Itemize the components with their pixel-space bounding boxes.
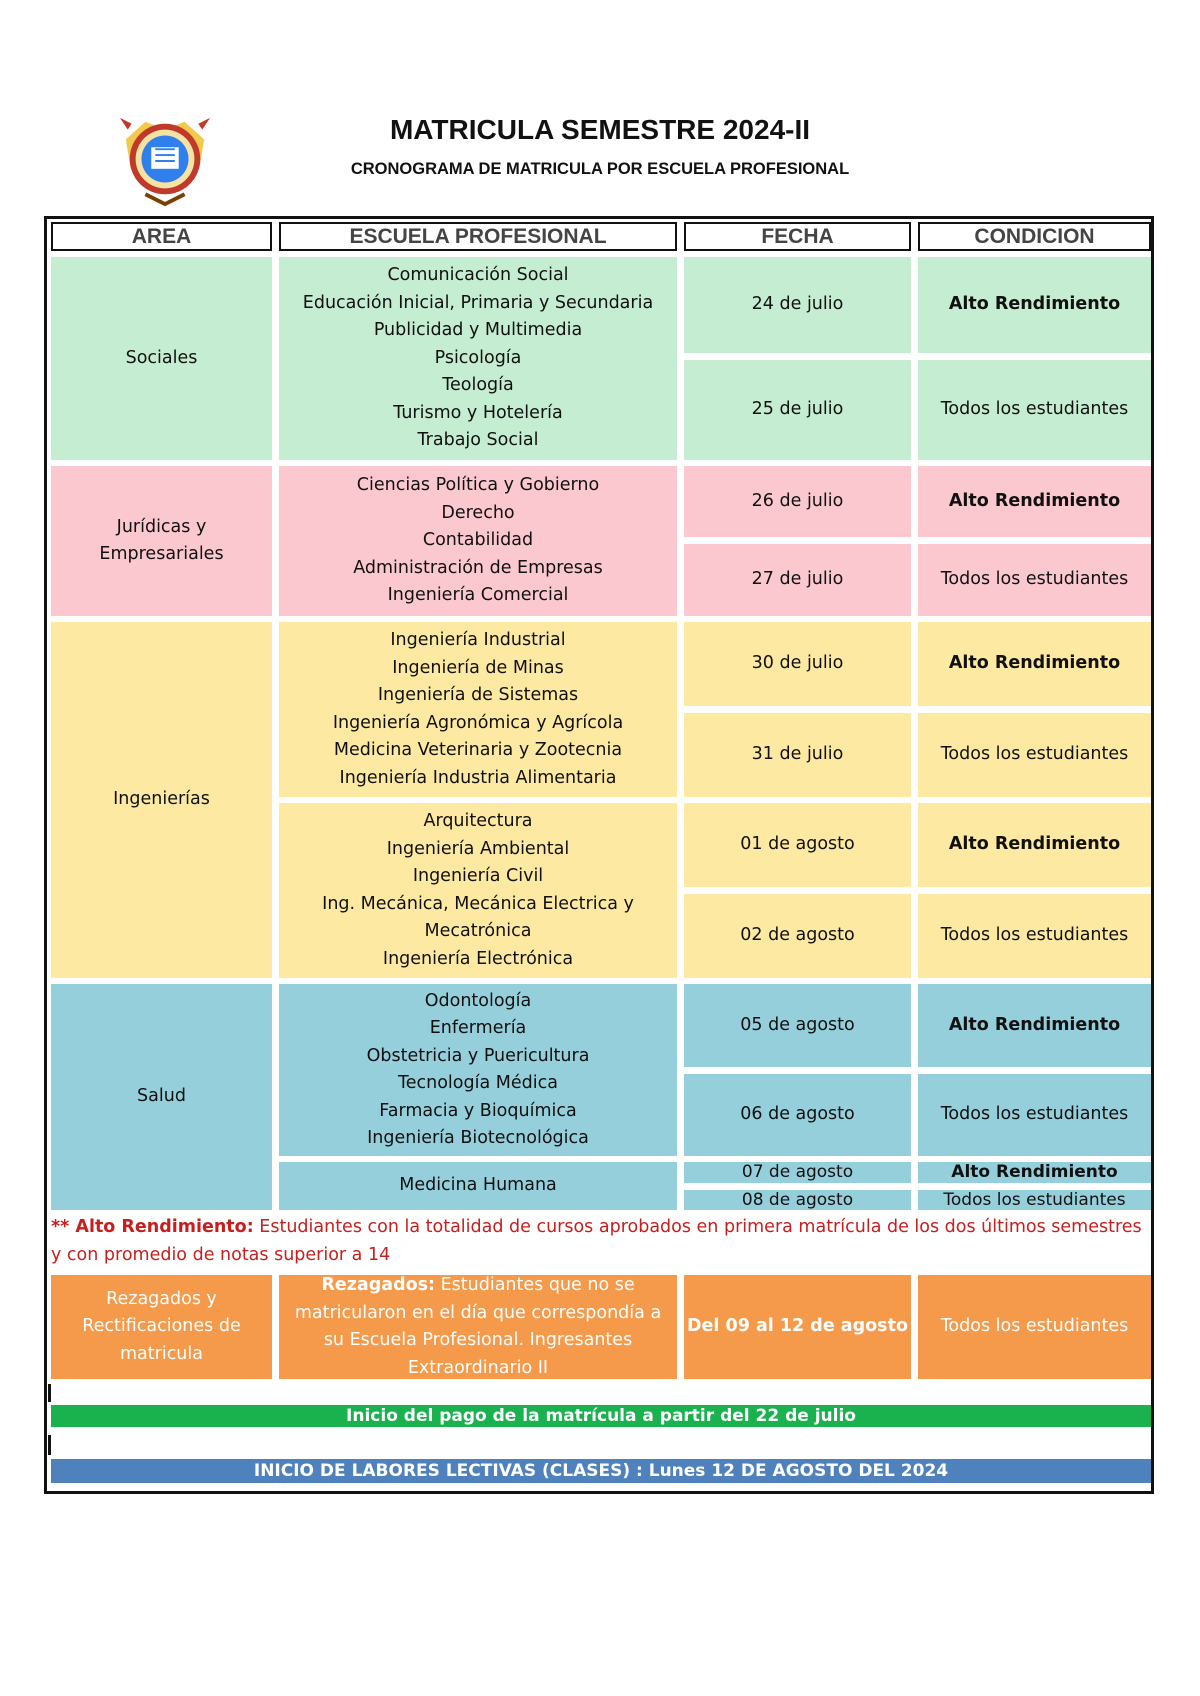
schools-cell-ingenierias-1 — [279, 622, 677, 797]
schools-cell-sociales — [279, 257, 677, 460]
condition-cell: Alto Rendimiento — [918, 257, 1151, 353]
school-name: Ingeniería Industrial — [390, 630, 566, 650]
condition-cell: Alto Rendimiento — [918, 1162, 1151, 1183]
condition-cell: Todos los estudiantes — [918, 713, 1151, 797]
date-cell: 05 de agosto — [684, 984, 911, 1067]
condition-cell: Todos los estudiantes — [918, 360, 1151, 460]
date-cell: 01 de agosto — [684, 803, 911, 887]
date-cell: 27 de julio — [684, 544, 911, 616]
school-name: Educación Inicial, Primaria y Secundaria — [302, 292, 654, 313]
condition-cell: Todos los estudiantes — [918, 1074, 1151, 1156]
payment-notice-bar: Inicio del pago de la matrícula a partir del 22 de julio — [51, 1405, 1151, 1427]
school-name: Ingeniería de Sistemas — [377, 685, 579, 705]
condition-cell: Todos los estudiantes — [918, 1190, 1151, 1210]
rezagados-text: Estudiantes que no se matricularon en el día que correspondía a su Escuela Profesional. Ingresantes Extraordinario II — [294, 1275, 662, 1378]
rezagados-description-cell — [279, 1275, 677, 1379]
column-header-area: AREA — [51, 222, 272, 251]
alto-rendimiento-note — [51, 1213, 1151, 1269]
date-cell: 31 de julio — [684, 713, 911, 797]
rezagados-condition-cell: Todos los estudiantes — [918, 1275, 1151, 1379]
condition-cell: Alto Rendimiento — [918, 622, 1151, 706]
date-cell: 08 de agosto — [684, 1190, 911, 1210]
area-label: Salud — [137, 1086, 186, 1107]
school-name: Farmacia y Bioquímica — [379, 1100, 577, 1121]
area-cell-sociales — [51, 257, 272, 460]
note-text: Estudiantes con la totalidad de cursos aprobados en primera matrícula de los dos últimos semestres y con promedio de notas superior a 14 — [51, 1217, 1142, 1265]
date-cell: 25 de julio — [684, 360, 911, 460]
school-name: Mecatrónica — [424, 921, 532, 941]
school-name: Ingeniería Civil — [412, 866, 544, 886]
area-cell-rezagados — [51, 1275, 272, 1379]
school-name: Derecho — [441, 502, 515, 523]
area-cell-juridicas — [51, 466, 272, 616]
date-cell: 24 de julio — [684, 257, 911, 353]
area-label: Sociales — [125, 347, 198, 368]
school-name: Medicina Veterinaria y Zootecnia — [333, 740, 623, 760]
school-name: Obstetricia y Puericultura — [366, 1045, 590, 1066]
column-header-fecha: FECHA — [684, 222, 911, 251]
condition-cell: Todos los estudiantes — [918, 544, 1151, 616]
divider-tick — [48, 1384, 51, 1402]
schools-cell-salud-1 — [279, 984, 677, 1156]
date-cell: 26 de julio — [684, 466, 911, 537]
date-cell: 07 de agosto — [684, 1162, 911, 1183]
school-name: Ingeniería Biotecnológica — [367, 1128, 589, 1148]
school-name: Teología — [442, 375, 514, 396]
school-name: Ing. Mecánica, Mecánica Electrica y — [322, 893, 634, 914]
area-label: Ingenierías — [113, 789, 210, 810]
school-name: Trabajo Social — [417, 430, 539, 451]
rezagados-label: Rezagados: — [321, 1275, 436, 1295]
classes-start-notice-bar: INICIO DE LABORES LECTIVAS (CLASES) : Lunes 12 DE AGOSTO DEL 2024 — [51, 1459, 1151, 1483]
school-name: Ingeniería Agronómica y Agrícola — [332, 712, 624, 733]
school-name: Ingeniería Electrónica — [382, 948, 574, 969]
date-cell: 02 de agosto — [684, 894, 911, 978]
area-label: Jurídicas y Empresariales — [99, 516, 224, 564]
divider-tick — [48, 1435, 51, 1455]
schools-cell-ingenierias-2 — [279, 803, 677, 978]
condition-cell: Alto Rendimiento — [918, 803, 1151, 887]
date-cell: 06 de agosto — [684, 1074, 911, 1156]
page-title: MATRICULA SEMESTRE 2024-II — [389, 114, 811, 145]
schools-cell-juridicas — [279, 466, 677, 616]
school-name: Psicología — [434, 347, 522, 368]
schools-cell-salud-2 — [279, 1162, 677, 1210]
school-name: Contabilidad — [422, 530, 534, 551]
school-name: Ingeniería Comercial — [387, 585, 569, 606]
school-name: Tecnología Médica — [398, 1073, 558, 1093]
column-header-condicion: CONDICION — [918, 222, 1151, 251]
page-subtitle: CRONOGRAMA DE MATRICULA POR ESCUELA PROFESIONAL — [350, 160, 850, 178]
column-header-escuela: ESCUELA PROFESIONAL — [279, 222, 677, 251]
date-cell: 30 de julio — [684, 622, 911, 706]
school-name: Medicina Humana — [399, 1175, 557, 1196]
school-name: Turismo y Hotelería — [393, 402, 563, 423]
school-name: Arquitectura — [423, 811, 533, 831]
area-label: Rezagados y Rectificaciones de matricula — [82, 1288, 241, 1364]
school-name: Ciencias Política y Gobierno — [356, 475, 600, 496]
condition-cell: Alto Rendimiento — [918, 466, 1151, 537]
school-name: Ingeniería Ambiental — [386, 838, 570, 859]
area-cell-ingenierias — [51, 622, 272, 978]
school-name: Odontología — [424, 990, 532, 1011]
condition-cell: Todos los estudiantes — [918, 894, 1151, 978]
note-prefix: ** Alto Rendimiento: — [51, 1217, 254, 1237]
school-name: Comunicación Social — [387, 265, 569, 286]
school-name: Ingeniería de Minas — [392, 657, 564, 678]
area-cell-salud — [51, 984, 272, 1210]
school-name: Administración de Empresas — [353, 557, 603, 578]
school-name: Enfermería — [429, 1018, 527, 1038]
rezagados-date-cell: Del 09 al 12 de agosto — [684, 1275, 911, 1379]
school-name: Publicidad y Multimedia — [373, 320, 583, 341]
school-name: Ingeniería Industria Alimentaria — [339, 767, 617, 788]
condition-cell: Alto Rendimiento — [918, 984, 1151, 1067]
